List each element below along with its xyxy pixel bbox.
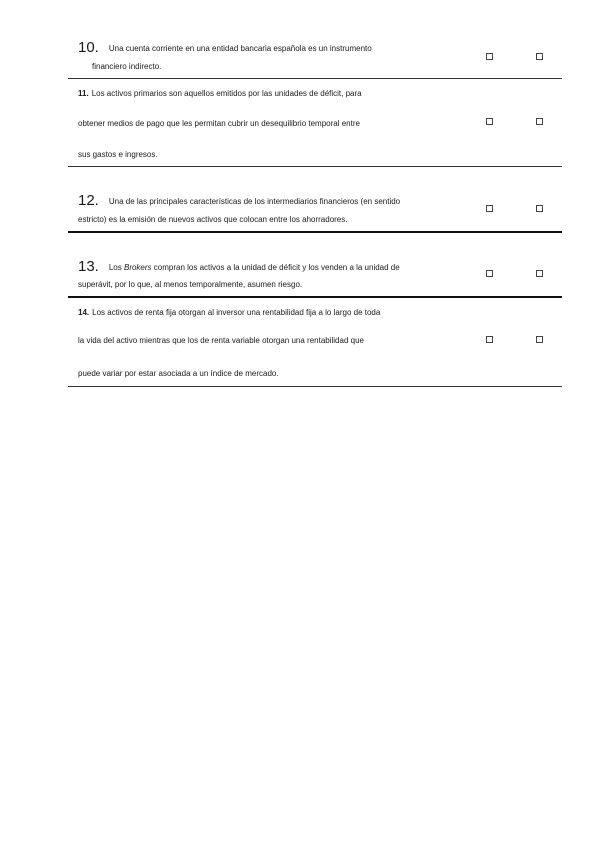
checkbox-false-14[interactable]	[536, 336, 543, 343]
question-14-line-2: la vida del activo mientras que los de renta variable otorgan una rentabilidad que	[78, 336, 364, 345]
question-row-12	[68, 167, 562, 233]
question-14-line-1: 14. Los activos de renta fija otorgan al inversor una rentabilidad fija a lo largo de toda	[78, 308, 381, 317]
checkbox-true-14[interactable]	[486, 336, 493, 343]
checkbox-true-13[interactable]	[486, 270, 493, 277]
question-12-line-2: estricto) es la emisión de nuevos activos que colocan entre los ahorradores.	[78, 215, 348, 224]
question-row-13	[68, 233, 562, 298]
question-10-line-2: financiero indirecto.	[92, 62, 162, 71]
brokers-term: Brokers	[123, 263, 152, 272]
question-number-12: 12.	[78, 192, 99, 209]
checkbox-false-13[interactable]	[536, 270, 543, 277]
question-11-line-1: 11. Los activos primarios son aquellos emitidos por las unidades de déficit, para	[78, 89, 362, 98]
question-13-line-2: superávit, por lo que, al menos temporalmente, asumen riesgo.	[78, 280, 303, 289]
question-11-line-2: obtener medios de pago que les permitan cubrir un desequilibrio temporal entre	[78, 119, 360, 128]
question-number-14: 14.	[78, 308, 90, 317]
question-row-10	[68, 32, 562, 79]
question-10-line-1: 10. Una cuenta corriente en una entidad bancaria española es un instrumento	[78, 39, 372, 56]
question-12-line-1: 12. Una de las principales características de los intermediarios financieros (en sentido	[78, 192, 401, 209]
checkbox-false-12[interactable]	[536, 205, 543, 212]
question-number-13: 13.	[78, 258, 99, 275]
checkbox-false-11[interactable]	[536, 118, 543, 125]
questionnaire-table	[68, 32, 562, 387]
question-number-10: 10.	[78, 39, 99, 56]
checkbox-true-12[interactable]	[486, 205, 493, 212]
question-13-line-1: 13. Los Brokers compran los activos a la unidad de déficit y los venden a la unidad de	[78, 258, 400, 275]
checkbox-true-11[interactable]	[486, 118, 493, 125]
question-row-14	[68, 298, 562, 387]
question-number-11: 11.	[78, 89, 89, 98]
question-14-line-3: puede variar por estar asociada a un índice de mercado.	[78, 369, 279, 378]
checkbox-true-10[interactable]	[486, 53, 493, 60]
checkbox-false-10[interactable]	[536, 53, 543, 60]
question-11-line-3: sus gastos e ingresos.	[78, 150, 158, 159]
question-row-11	[68, 79, 562, 167]
